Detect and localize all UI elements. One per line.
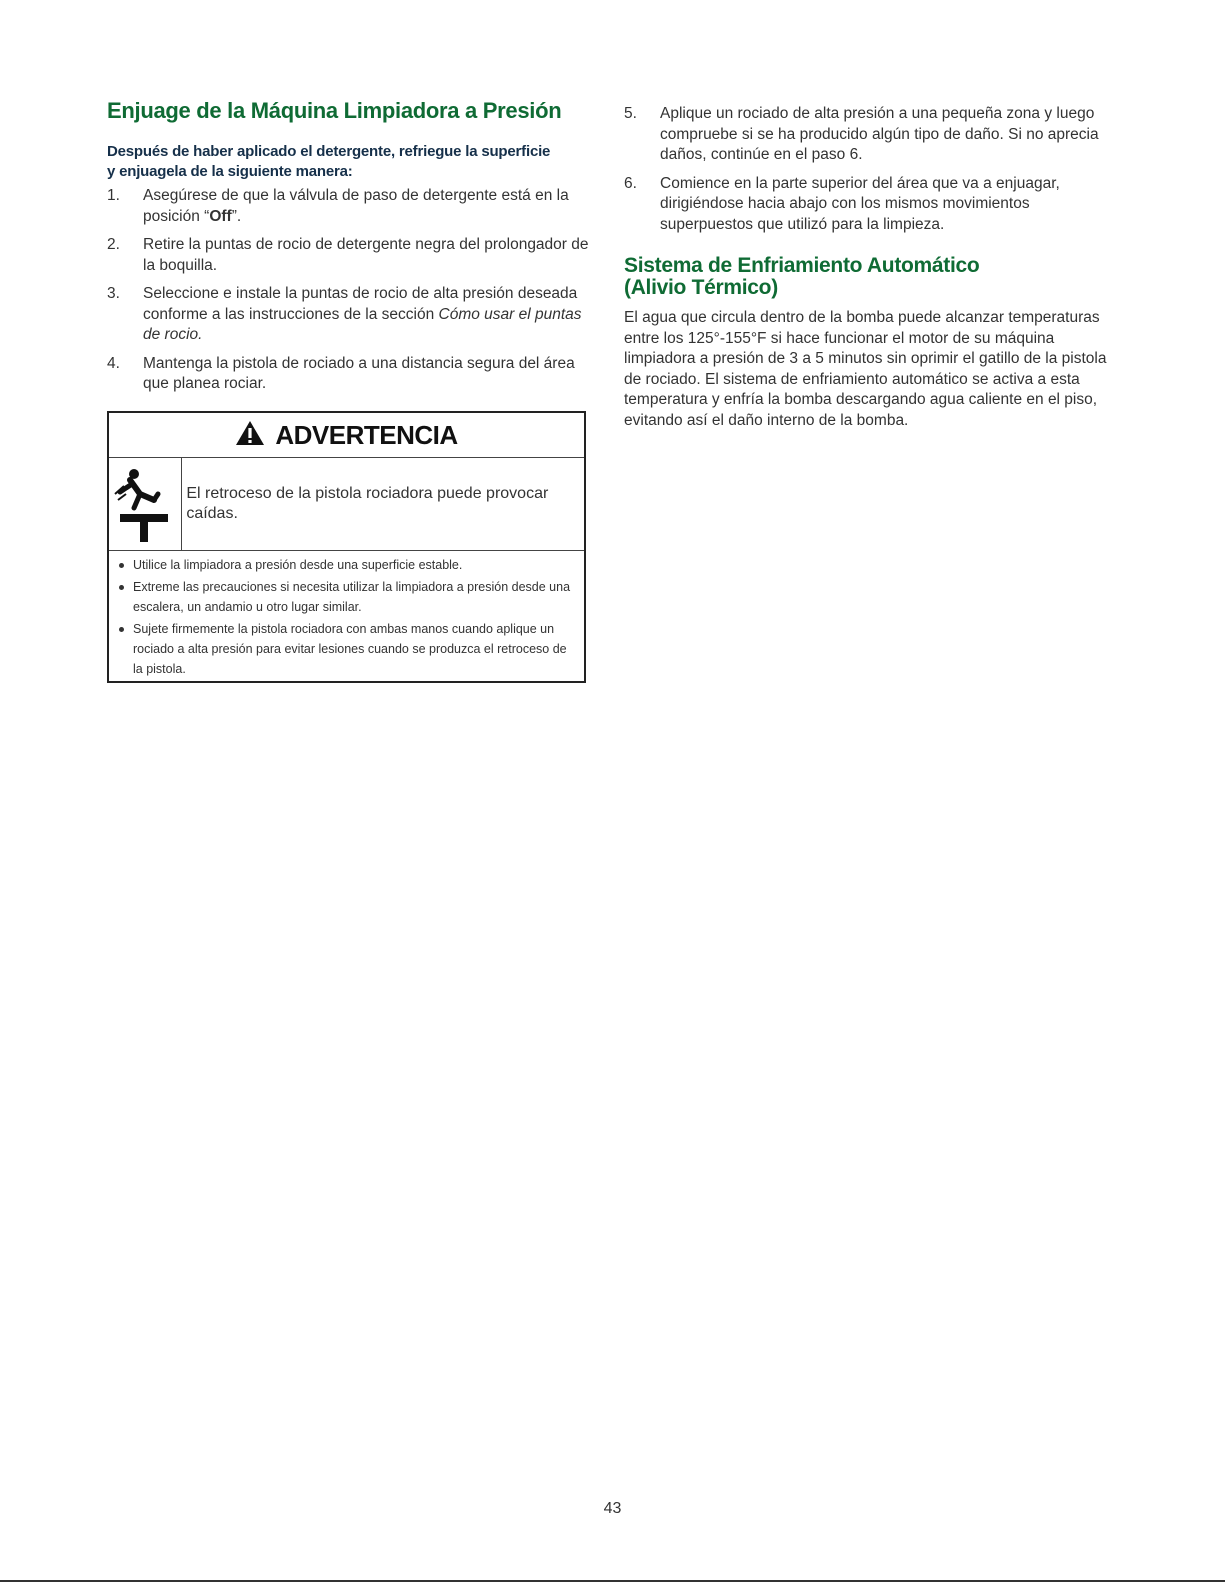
warning-bullet-item: Sujete firmemente la pistola rociadora con ambas manos cuando aplique un rociado a alta presión para evitar lesiones cuando se produzca el retroceso de la pistola. bbox=[119, 619, 576, 679]
step-text: Asegúrese de que la válvula de paso de detergente está en la posición “ bbox=[143, 187, 569, 225]
fall-hazard-icon bbox=[109, 458, 182, 550]
cooling-title-line-2: (Alivio Térmico) bbox=[624, 276, 778, 299]
step-number: 5. bbox=[624, 105, 637, 122]
step-text-end: ”. bbox=[231, 207, 242, 225]
step-text: Retire la puntas de rocio de detergente negra del prolongador de la boquilla. bbox=[143, 236, 589, 274]
step-number: 6. bbox=[624, 174, 637, 192]
warning-header bbox=[109, 413, 584, 458]
step-section-reference: Cómo usar el puntas de rocio bbox=[143, 305, 582, 343]
cooling-section-title bbox=[624, 255, 1112, 299]
warning-hazard-row bbox=[109, 458, 584, 551]
step-text: Aplique un rociado de alta presión a una pequeña zona y luego compruebe si se ha producido algún tipo de daño. Si no aprecia daños, continúe en el paso 6. bbox=[660, 105, 1099, 163]
warning-triangle-icon bbox=[235, 420, 265, 451]
left-column bbox=[107, 98, 592, 403]
rinse-steps-continued bbox=[624, 104, 1112, 235]
warning-box bbox=[107, 411, 586, 683]
step-number: 3. bbox=[107, 285, 120, 302]
step-number: 1. bbox=[107, 187, 120, 204]
rinse-intro-line-1: Después de haber aplicado el detergente, refriegue la superficie bbox=[107, 143, 551, 160]
step-text: Comience en la parte superior del área que va a enjuagar, dirigiéndose hacia abajo con los mismos movimientos superpuestos que utilizó para la limpieza. bbox=[660, 174, 1060, 233]
page-number: 43 bbox=[603, 1500, 622, 1517]
rinse-intro bbox=[107, 142, 592, 182]
step-text: Mantenga la pistola de rociado a una distancia segura del área que planea rociar. bbox=[143, 354, 575, 392]
rinse-section-title: Enjuage de la Máquina Limpiadora a Presión bbox=[107, 98, 562, 123]
rinse-steps-list bbox=[107, 186, 592, 395]
step-item-6 bbox=[624, 174, 1112, 236]
cooling-title-line-1: Sistema de Enfriamiento Automático bbox=[624, 254, 980, 277]
warning-message: El retroceso de la pistola rociadora puede provocar caídas. bbox=[186, 485, 549, 522]
right-column bbox=[624, 104, 1112, 431]
step-item-3 bbox=[107, 284, 592, 346]
warning-bullet-item: Utilice la limpiadora a presión desde una superficie estable. bbox=[119, 555, 576, 575]
step-item-4 bbox=[107, 354, 592, 395]
warning-bullet-item: Extreme las precauciones si necesita utilizar la limpiadora a presión desde una escalera, un andamio u otro lugar similar. bbox=[119, 577, 576, 617]
warning-title: ADVERTENCIA bbox=[275, 419, 458, 450]
step-item-1 bbox=[107, 186, 592, 227]
step-item-5 bbox=[624, 104, 1112, 166]
step-item-2 bbox=[107, 235, 592, 276]
warning-bullets bbox=[109, 551, 584, 679]
step-number: 4. bbox=[107, 354, 120, 372]
step-bold-value: Off bbox=[209, 207, 232, 225]
step-text-end: . bbox=[198, 326, 203, 343]
step-text: Seleccione e instale la puntas de rocio de alta presión deseada conforme a las instrucciones de la sección bbox=[143, 285, 578, 323]
bottom-divider bbox=[0, 1580, 1225, 1582]
cooling-paragraph: El agua que circula dentro de la bomba puede alcanzar temperaturas entre los 125°-155°F si hace funcionar el motor de su máquina limpiadora a presión de 3 a 5 minutos sin oprimir el gatillo de la pistola de rociado. El sistema de enfriamiento automático se activa a esta temperatura y enfría la bomba descargando agua caliente en el piso, evitando así el daño interno de la bomba. bbox=[624, 309, 1107, 429]
step-number: 2. bbox=[107, 236, 120, 253]
rinse-intro-line-2: y enjuagela de la siguiente manera: bbox=[107, 163, 353, 180]
